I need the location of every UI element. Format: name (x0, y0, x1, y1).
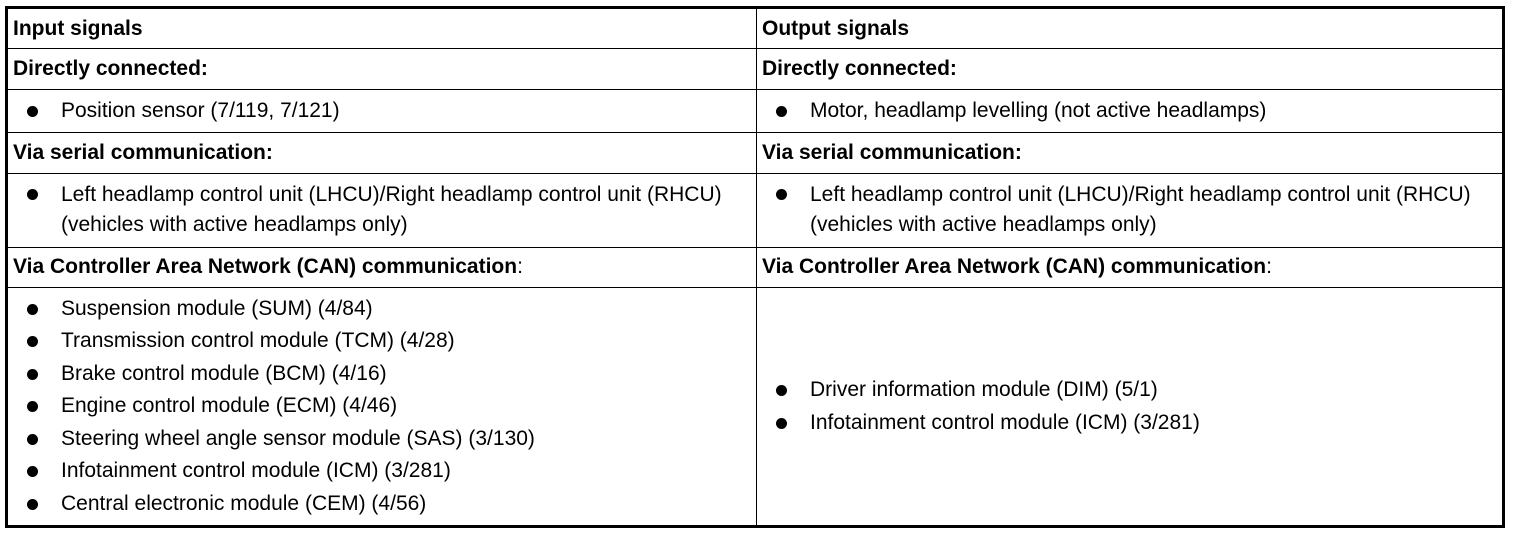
signals-table (5, 6, 1505, 528)
input-serial-cell (7, 173, 757, 247)
output-serial-label: Via serial communication: (757, 133, 1504, 173)
list-item: Steering wheel angle sensor module (SAS) (3/130) (27, 423, 751, 456)
input-direct-cell (7, 89, 757, 133)
serial-label-row (7, 133, 1504, 173)
direct-items-row (7, 89, 1504, 133)
can-label-row (7, 247, 1504, 287)
list-item: Left headlamp control unit (LHCU)/Right headlamp control unit (RHCU) (vehicles with active headlamps only) (27, 180, 751, 240)
list-item: Motor, headlamp levelling (not active headlamps) (776, 95, 1497, 128)
can-items-row (7, 288, 1504, 527)
output-direct-cell (757, 89, 1504, 133)
list-item: Transmission control module (TCM) (4/28) (27, 325, 751, 358)
input-can-label-suffix: : (517, 255, 523, 279)
input-can-label (7, 247, 757, 287)
output-signals-header: Output signals (757, 8, 1504, 49)
input-serial-list (13, 180, 751, 240)
input-direct-list (13, 95, 751, 128)
list-item: Central electronic module (CEM) (4/56) (27, 488, 751, 521)
input-can-cell (7, 288, 757, 527)
list-item: Position sensor (7/119, 7/121) (27, 95, 751, 128)
input-can-list (13, 293, 751, 521)
list-item: Suspension module (SUM) (4/84) (27, 293, 751, 326)
list-item: Brake control module (BCM) (4/16) (27, 358, 751, 391)
output-can-label (757, 247, 1504, 287)
output-can-list (762, 374, 1497, 439)
output-direct-list (762, 95, 1497, 128)
header-row (7, 8, 1504, 49)
list-item: Left headlamp control unit (LHCU)/Right headlamp control unit (RHCU) (vehicles with active headlamps only) (776, 180, 1497, 240)
output-direct-label: Directly connected: (757, 49, 1504, 89)
output-can-label-bold: Via Controller Area Network (CAN) communication (762, 255, 1267, 279)
list-item: Engine control module (ECM) (4/46) (27, 390, 751, 423)
input-serial-label: Via serial communication: (7, 133, 757, 173)
output-can-cell (757, 288, 1504, 527)
output-can-label-suffix: : (1266, 255, 1272, 279)
output-serial-list (762, 180, 1497, 240)
output-serial-cell (757, 173, 1504, 247)
input-signals-header: Input signals (7, 8, 757, 49)
input-can-label-bold: Via Controller Area Network (CAN) communication (13, 255, 518, 279)
direct-label-row (7, 49, 1504, 89)
serial-items-row (7, 173, 1504, 247)
list-item: Driver information module (DIM) (5/1) (776, 374, 1497, 407)
list-item: Infotainment control module (ICM) (3/281) (776, 407, 1497, 440)
input-direct-label: Directly connected: (7, 49, 757, 89)
list-item: Infotainment control module (ICM) (3/281) (27, 455, 751, 488)
